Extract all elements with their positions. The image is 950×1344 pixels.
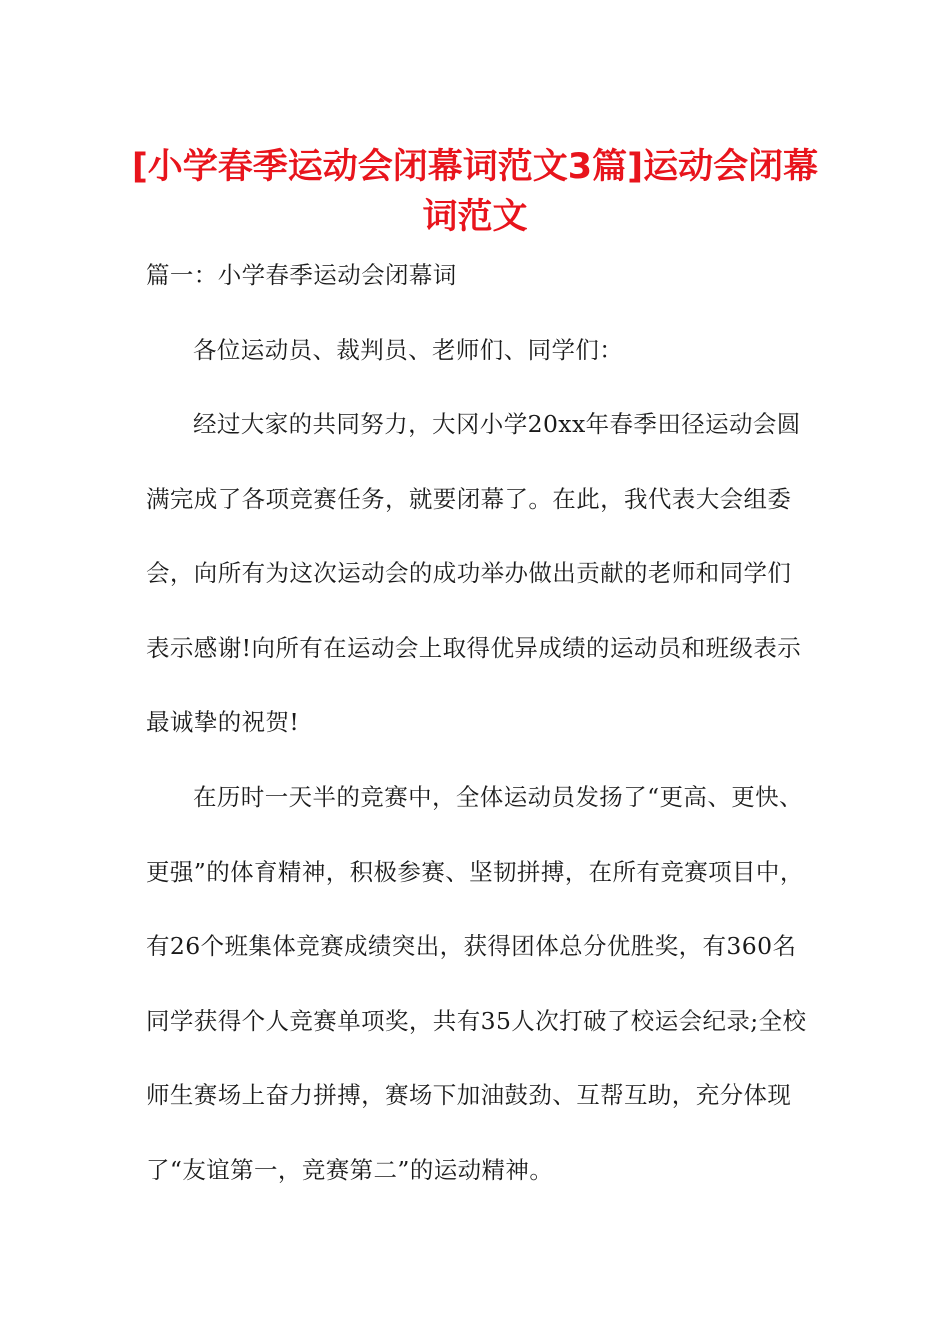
paragraph-1: 经过大家的共同努力，大冈小学20xx年春季田径运动会圆满完成了各项竞赛任务，就要闭幕了。在此，我代表大会组委会，向所有为这次运动会的成功举办做出贡献的老师和同学们表示感谢!向所有在运动会上取得优异成绩的运动员和班级表示最诚挚的祝贺!: [146, 410, 802, 736]
paragraph-greeting: 各位运动员、裁判员、老师们、同学们：: [193, 336, 624, 364]
document-title: [小学春季运动会闭幕词范文3篇]运动会闭幕词范文: [131, 147, 819, 237]
paragraph-2: 在历时一天半的竞赛中，全体运动员发扬了“更高、更快、更强”的体育精神，积极参赛、坚韧拼搏，在所有竞赛项目中，有26个班集体竞赛成绩突出，获得团体总分优胜奖，有360名同学获得个人竞赛单项奖，共有35人次打破了校运会纪录;全校师生赛场上奋力拼搏，赛场下加油鼓劲、互帮互助，充分体现了“友谊第一，竞赛第二”的运动精神。: [146, 783, 807, 1184]
section-heading: 篇一：小学春季运动会闭幕词: [146, 261, 457, 289]
